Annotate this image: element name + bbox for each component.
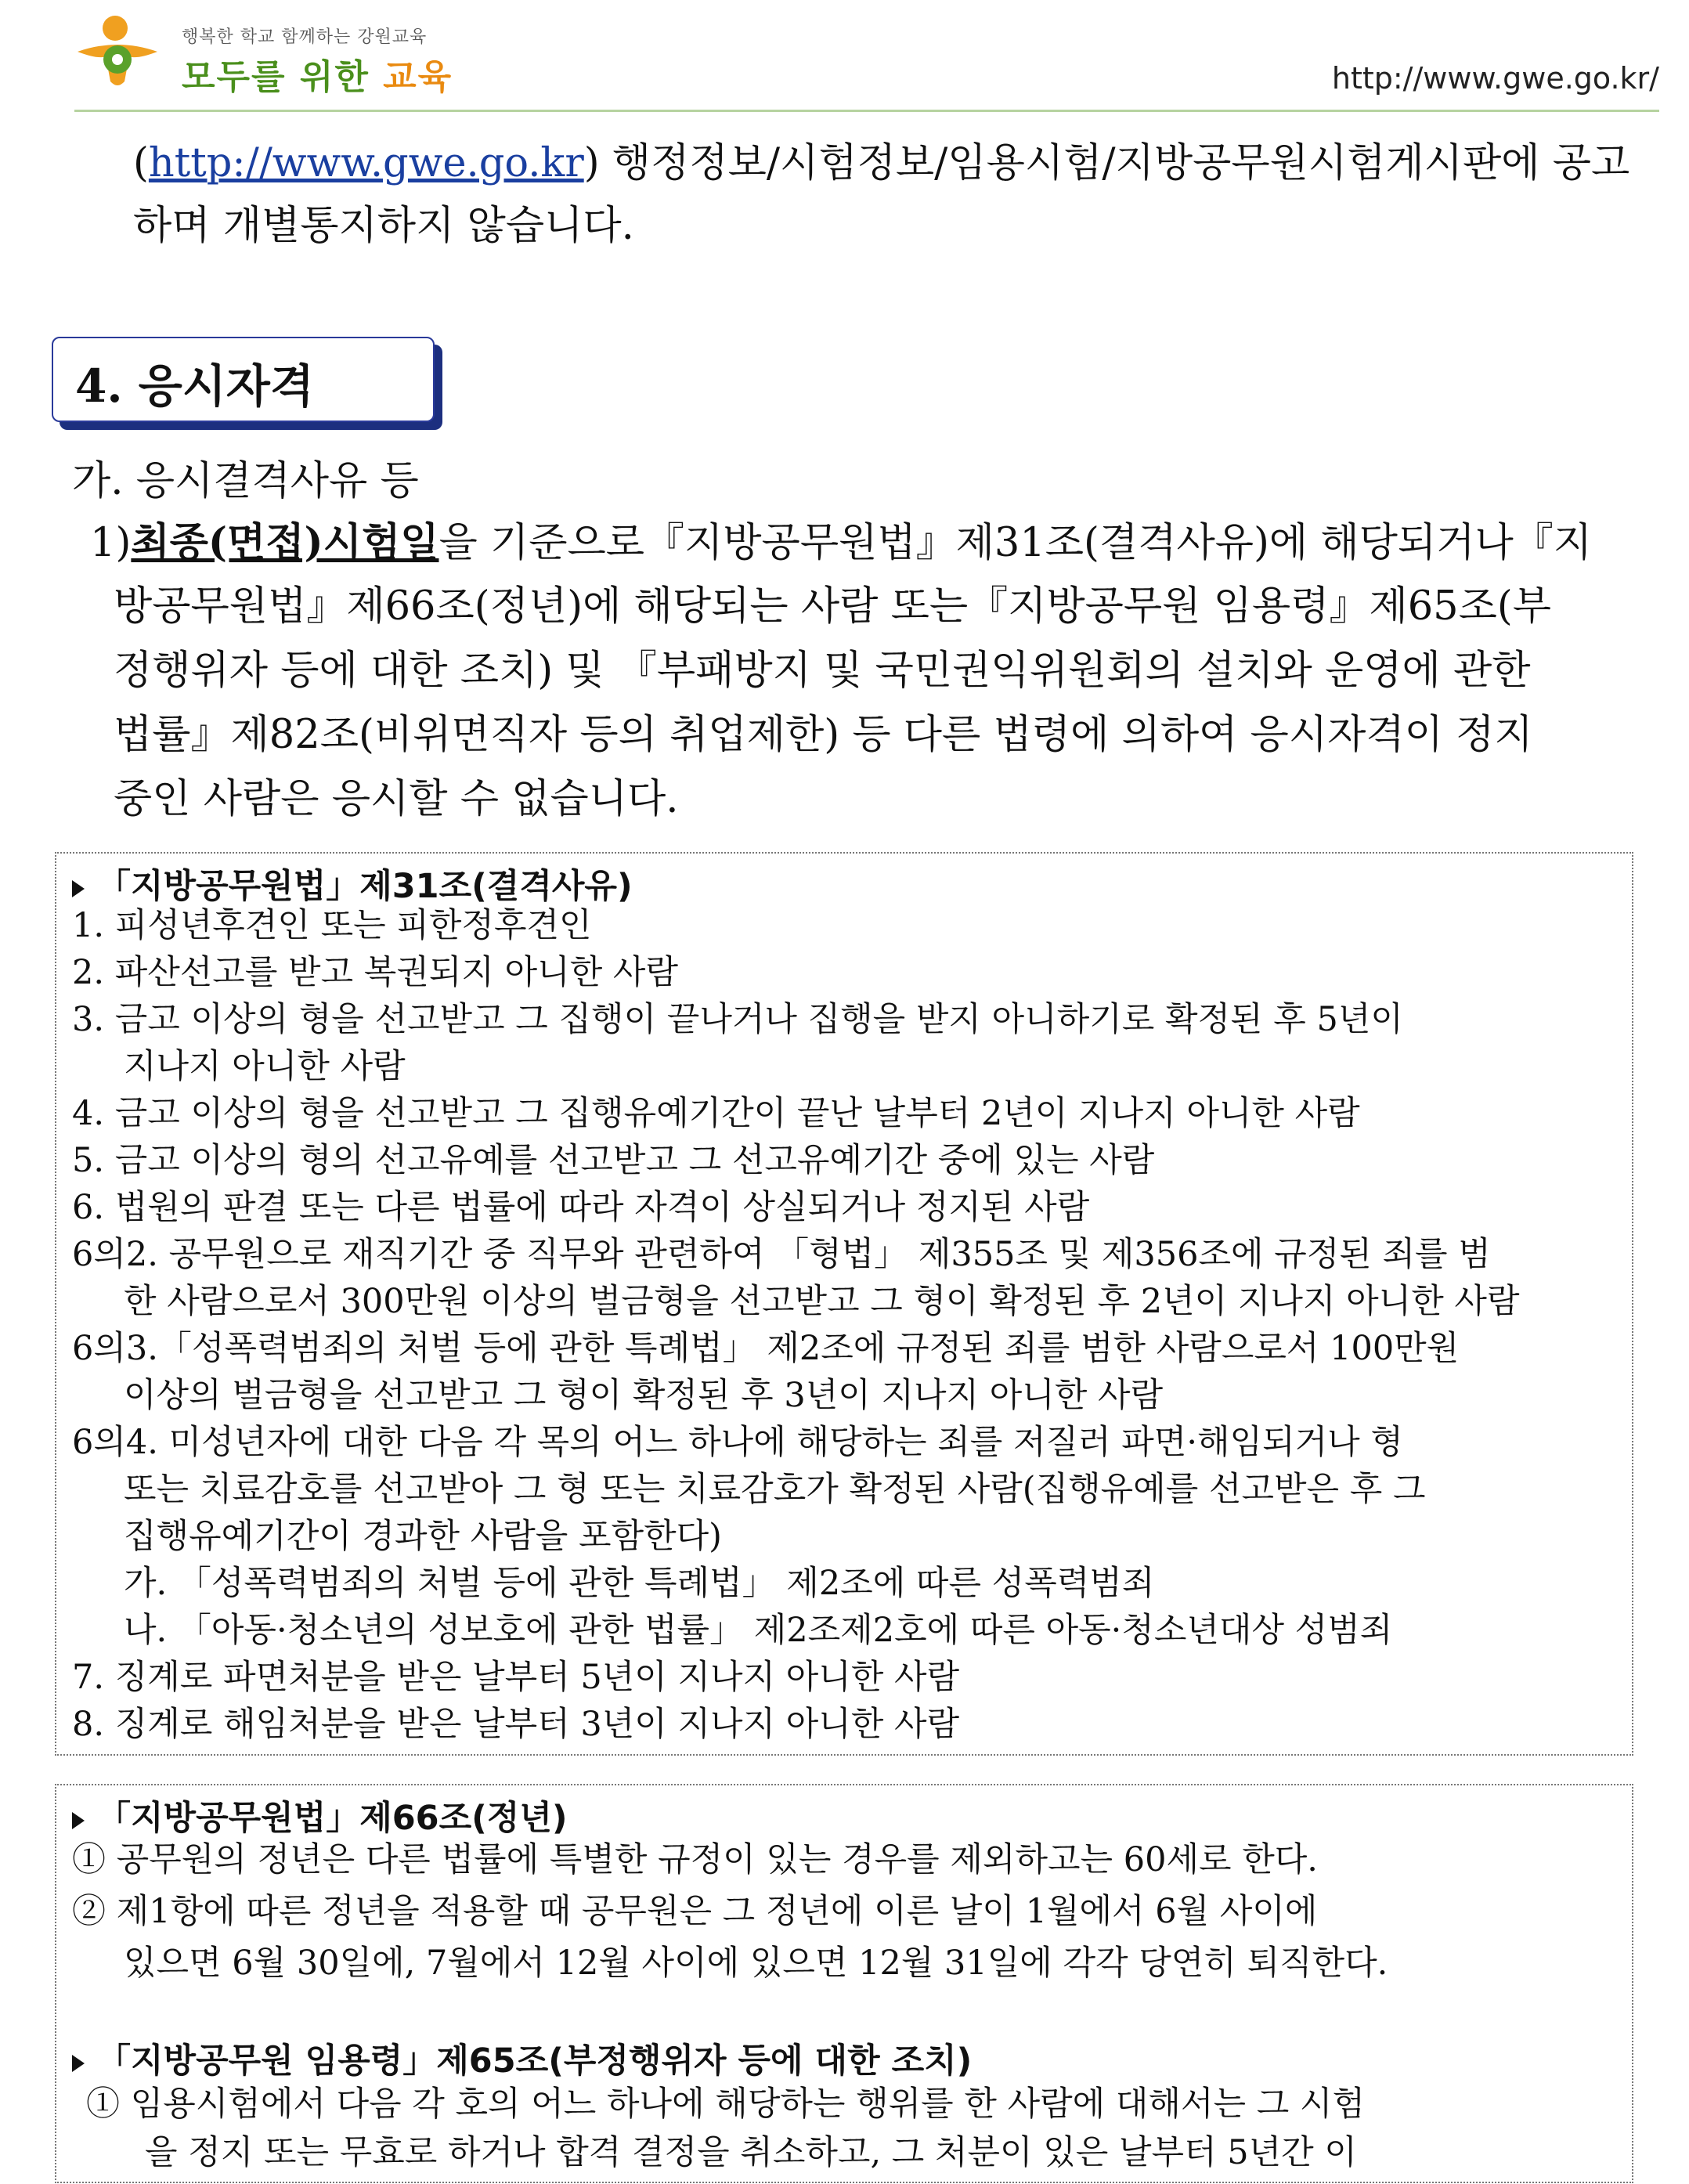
triangle-bullet-icon	[72, 2055, 85, 2072]
header-url[interactable]: http://www.gwe.go.kr/	[1331, 61, 1659, 96]
box1-title-text: 「지방공무원법」제31조(결격사유)	[97, 867, 633, 906]
section-heading-box	[52, 337, 435, 422]
section-title: 4. 응시자격	[75, 359, 314, 413]
box1-line: 한 사람으로서 300만원 이상의 벌금형을 선고받고 그 형이 확정된 후 2년이 지나지 아니한 사람	[124, 1282, 1520, 1321]
para1-line-1	[90, 511, 1629, 576]
para1-line-1-text: 을 기준으로『지방공무원법』제31조(결격사유)에 해당되거나『지	[438, 520, 1592, 566]
box1-line: 4. 금고 이상의 형을 선고받고 그 집행유예기간이 끝난 날부터 2년이 지나지 아니한 사람	[72, 1094, 1360, 1133]
box1-line: 가. 「성폭력범죄의 처벌 등에 관한 특례법」 제2조에 따른 성폭력범죄	[124, 1564, 1155, 1603]
box1-line: 또는 치료감호를 선고받아 그 형 또는 치료감호가 확정된 사람(집행유예를 선고받은 후 그	[124, 1470, 1426, 1509]
box1-line: 3. 금고 이상의 형을 선고받고 그 집행이 끝나거나 집행을 받지 아니하기로 확정된 후 5년이	[72, 1000, 1403, 1039]
box1-line: 8. 징계로 해임처분을 받은 날부터 3년이 지나지 아니한 사람	[72, 1705, 960, 1744]
box1-title	[72, 860, 633, 908]
para1-line-3: 정행위자 등에 대한 조치) 및 『부패방지 및 국민권익위원회의 설치와 운영에 관한	[114, 648, 1531, 694]
box1-line: 1. 피성년후견인 또는 피한정후견인	[72, 906, 592, 945]
logo-title-main: 모두를 위한	[182, 57, 370, 97]
box2-line: 을 정지 또는 무효로 하거나 합격 결정을 취소하고, 그 처분이 있은 날부터 5년간 이	[145, 2133, 1357, 2172]
subsection-title: 가. 응시결격사유 등	[72, 458, 419, 504]
para1-bold: 최종(면접)시험일	[131, 519, 439, 566]
box1-line: 7. 징계로 파면처분을 받은 날부터 5년이 지나지 아니한 사람	[72, 1658, 960, 1697]
logo-slogan: 행복한 학교 함께하는 강원교육	[182, 27, 428, 47]
box2-line: ① 임용시험에서 다음 각 호의 어느 하나에 해당하는 행위를 한 사람에 대해서는 그 시험	[86, 2085, 1365, 2124]
intro-line-1: (http://www.gwe.go.kr) 행정정보/시험정보/임용시험/지방공무원시험게시판에 공고	[133, 140, 1630, 186]
page-header	[0, 0, 1689, 117]
triangle-bullet-icon	[72, 880, 85, 897]
box1-line: 나. 「아동·청소년의 성보호에 관한 법률」 제2조제2호에 따른 아동·청소년대상 성범죄	[124, 1611, 1393, 1650]
box1-line: 6의4. 미성년자에 대한 다음 각 목의 어느 하나에 해당하는 죄를 저질러 파면·해임되거나 형	[72, 1423, 1403, 1462]
header-divider	[74, 110, 1659, 112]
box1-line: 이상의 벌금형을 선고받고 그 형이 확정된 후 3년이 지나지 아니한 사람	[124, 1376, 1164, 1415]
intro-line-2: 하며 개별통지하지 않습니다.	[133, 203, 634, 249]
box1-line: 2. 파산선고를 받고 복권되지 아니한 사람	[72, 953, 678, 992]
logo-title	[182, 49, 453, 99]
para1-line-2: 방공무원법』제66조(정년)에 해당되는 사람 또는『지방공무원 임용령』제65조(부	[114, 583, 1552, 630]
box2-line: ① 공무원의 정년은 다른 법률에 특별한 규정이 있는 경우를 제외하고는 60세로 한다.	[72, 1840, 1318, 1879]
para1-line-4: 법률』제82조(비위면직자 등의 취업제한) 등 다른 법령에 의하여 응시자격이 정지	[114, 712, 1533, 758]
para1-number: 1)	[90, 520, 132, 566]
box1-line: 5. 금고 이상의 형의 선고유예를 선고받고 그 선고유예기간 중에 있는 사람	[72, 1141, 1155, 1180]
box1-line: 6. 법원의 판결 또는 다른 법률에 따라 자격이 상실되거나 정지된 사람	[72, 1188, 1090, 1227]
box2-line: ② 제1항에 따른 정년을 적용할 때 공무원은 그 정년에 이른 날이 1월에서 6월 사이에	[72, 1892, 1318, 1931]
intro-line-1-text: ) 행정정보/시험정보/임용시험/지방공무원시험게시판에 공고	[583, 140, 1630, 186]
gwe-logo-icon	[74, 11, 161, 97]
box2-title-2	[72, 2034, 972, 2082]
box1-line: 6의3.「성폭력범죄의 처벌 등에 관한 특례법」 제2조에 규정된 죄를 범한 사람으로서 100만원	[72, 1329, 1460, 1368]
gwe-link[interactable]: http://www.gwe.go.kr	[148, 140, 584, 186]
box2-line: 있으면 6월 30일에, 7월에서 12월 사이에 있으면 12월 31일에 각각 당연히 퇴직한다.	[124, 1944, 1388, 1983]
box2-title	[72, 1792, 568, 1839]
box1-line: 집행유예기간이 경과한 사람을 포함한다)	[124, 1517, 722, 1556]
triangle-bullet-icon	[72, 1812, 85, 1829]
box2-title-text: 「지방공무원법」제66조(정년)	[97, 1799, 568, 1838]
para1-line-5: 중인 사람은 응시할 수 없습니다.	[114, 776, 679, 822]
box1-line: 6의2. 공무원으로 재직기간 중 직무와 관련하여 「형법」 제355조 및 제356조에 규정된 죄를 범	[72, 1235, 1491, 1274]
box2-title-2-text: 「지방공무원 임용령」제65조(부정행위자 등에 대한 조치)	[97, 2041, 973, 2081]
logo-title-accent: 교육	[383, 57, 453, 97]
box1-line: 지나지 아니한 사람	[124, 1047, 406, 1086]
